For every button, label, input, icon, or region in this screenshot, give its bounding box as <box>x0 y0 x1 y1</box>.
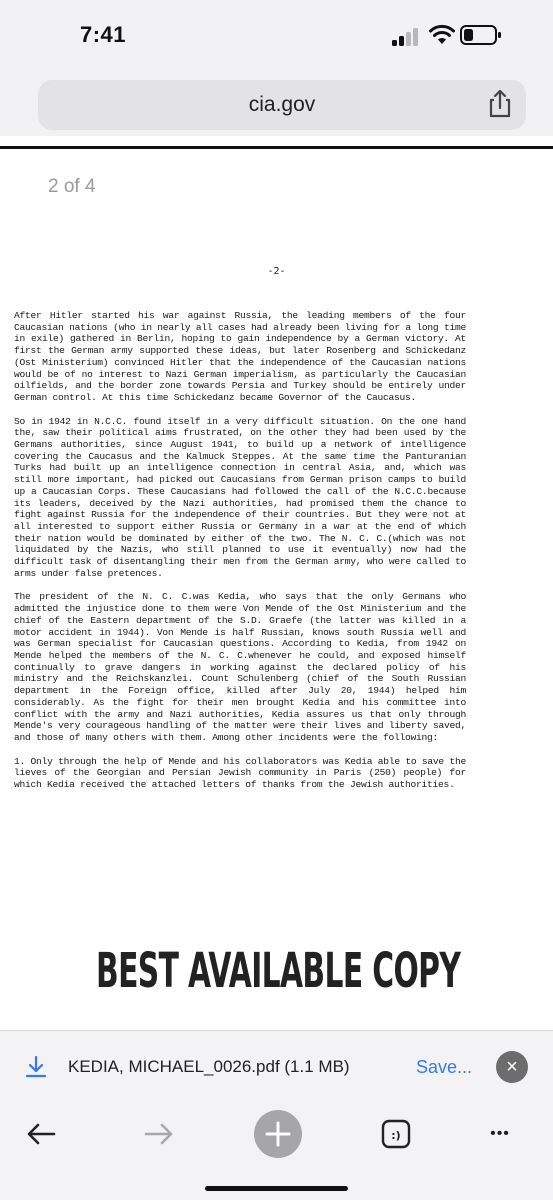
more-menu-icon[interactable]: ••• <box>490 1125 510 1142</box>
tab-switcher-icon <box>374 1112 418 1156</box>
battery-icon <box>460 25 502 45</box>
address-bar[interactable] <box>38 80 526 130</box>
close-download-button[interactable]: × <box>496 1051 528 1083</box>
plus-icon <box>254 1110 302 1158</box>
document-body <box>14 310 466 803</box>
document-paragraph: So in 1942 in N.C.C. found itself in a very difficult situation. On the one hand the, saw their political aims frustrated, on the other they had been used by the Germans authorities, since August 1941, to build up a network of intelligence covering the Caucasus and the Kalmuck Steppes. At the same time the Panturanian Turks had built up an intelligence connection in central Asia, and, which was still more important, had picked out Caucasians from German prison camps to build up a Caucasian Corps. These Caucasians had followed the call of the N.C.C.because its leaders, deceived by the Nazi authorities, had promised them the chance to fight against Russia for the independence of their countries. But they were not at all interested to support either Russia or Germany in a war at the end of which their nation would be dominated by either of the two. The N. C. C.(which was not liquidated by the Nazis, who still planned to use it eventually) now had the difficult task of disentangling their men from the German army, who were called to arms under false pretences. <box>14 415 466 579</box>
download-bar <box>0 1030 553 1103</box>
page-indicator: 2 of 4 <box>36 172 108 202</box>
url-text: cia.gov <box>248 93 316 116</box>
document-paragraph: 1. Only through the help of Mende and his collaborators was Kedia able to save the lieves of the Georgian and Persian Jewish community in Paris (250) people) for which Kedia received the attached letters of thanks from the Jewish authorities. <box>14 755 466 791</box>
download-filename: KEDIA, MICHAEL_0026.pdf (1.1 MB) <box>68 1057 350 1076</box>
new-tab-button[interactable] <box>254 1110 302 1158</box>
forward-arrow-icon[interactable] <box>136 1112 180 1156</box>
tab-glyph: :) <box>391 1129 401 1142</box>
home-indicator <box>205 1186 348 1191</box>
cellular-signal-icon <box>392 28 424 46</box>
document-scan-edge <box>0 146 553 149</box>
wifi-icon <box>428 24 456 46</box>
status-time: 7:41 <box>80 22 127 47</box>
save-button[interactable]: Save... <box>416 1057 473 1077</box>
document-page-number: -2- <box>267 266 286 277</box>
back-arrow-icon[interactable] <box>20 1112 64 1156</box>
document-paragraph: The president of the N. C. C.was Kedia, who says that the only Germans who admitted the injustice done to them were Von Mende of the Ost Ministerium and the chief of the Eastern department of the S.D. Graefe (the latter was killed in a motor accident in 1944). Von Mende is half Russian, knows south Russia well and was German specialist for Caucasian questions. According to Kedia, from 1942 on Mende helped the members of the N. C. C.whenever he could, and exposed himself continually to grave dangers in working against the declared policy of his ministry and the Reichskanzlei. Count Schulenberg (chief of the South Russian department in the Foreign office, killed after July 20, 1944) helped him considerably. As the fight for their men brought Kedia and his committee into conflict with the army and Nazi authorities, Kedia assures us that only through Mende's very courageous handling of the matter were their lives and liberty saved, and those of many others with them. Among other incidents were the following: <box>14 591 466 743</box>
document-paragraph: After Hitler started his war against Russia, the leading members of the four Caucasian nations (who in nearly all cases had already been living for a long time in exile) gathered in Berlin, hoping to gain independence by a German victory. At first the German army supported these ideas, but later Rosenberg and Schickedanz (Ost Ministerium) convinced Hitler that the independence of the Caucasian nations would be of no interest to Nazi German imperialism, as particularly the Caucasian oilfields, and the border zone towards Persia and Turkey should be entirely under German control. At this time Schickedanz became Governor of the Caucasus. <box>14 310 466 403</box>
status-bar <box>0 0 553 76</box>
pdf-viewer[interactable] <box>0 136 553 1030</box>
best-available-copy-stamp: BEST AVAILABLE COPY <box>96 943 461 999</box>
bottom-toolbar <box>0 1102 553 1200</box>
download-arrow-icon <box>24 1055 48 1079</box>
share-icon[interactable] <box>482 86 518 122</box>
address-bar-area <box>0 76 553 136</box>
tab-switcher-button[interactable] <box>374 1112 418 1156</box>
